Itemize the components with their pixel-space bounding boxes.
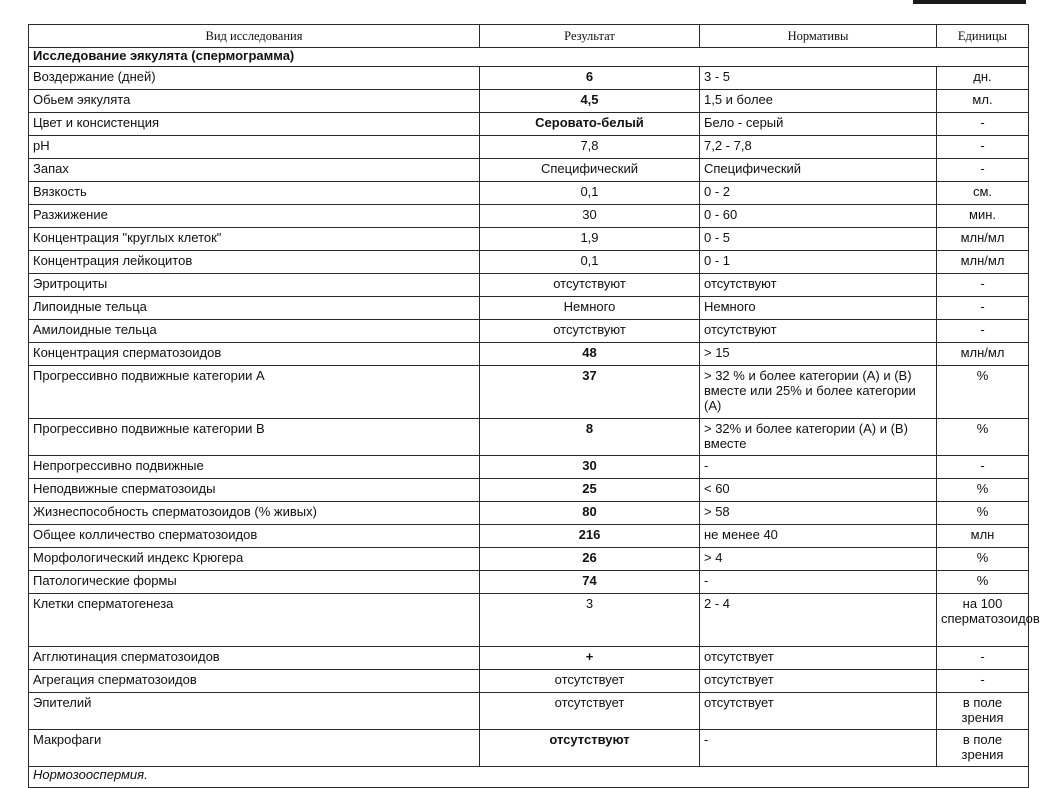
row-norm: 0 - 2 [700,182,937,205]
table-row [29,90,1029,113]
table-row [29,159,1029,182]
row-unit: - [937,159,1029,182]
row-norm: Бело - серый [700,113,937,136]
row-result: отсутствуют [480,274,700,297]
table-row [29,320,1029,343]
row-result: отсутствуют [480,730,700,767]
table-row [29,274,1029,297]
row-name: Общее колличество сперматозоидов [29,525,480,548]
spermogram-table [28,24,1040,788]
row-norm: 0 - 5 [700,228,937,251]
row-result: отсутствуют [480,320,700,343]
table-row [29,297,1029,320]
row-norm: - [700,571,937,594]
table-row [29,502,1029,525]
row-norm: Специфический [700,159,937,182]
row-name: Воздержание (дней) [29,67,480,90]
row-name: Непрогрессивно подвижные [29,456,480,479]
conclusion-row [29,767,1029,788]
row-result: 0,1 [480,182,700,205]
row-result: + [480,647,700,670]
row-result: Немного [480,297,700,320]
row-result: 26 [480,548,700,571]
row-unit: % [937,502,1029,525]
row-result: Специфический [480,159,700,182]
top-corner-bar [913,0,1026,4]
row-name: Концентрация лейкоцитов [29,251,480,274]
table-row [29,366,1029,419]
table-row [29,343,1029,366]
row-result: 25 [480,479,700,502]
table-row [29,67,1029,90]
row-name: pH [29,136,480,159]
row-norm: - [700,730,937,767]
row-name: Прогрессивно подвижные категории В [29,419,480,456]
table-row [29,228,1029,251]
row-unit: - [937,670,1029,693]
row-unit: - [937,320,1029,343]
row-unit: - [937,456,1029,479]
table-row [29,670,1029,693]
row-unit: млн/мл [937,343,1029,366]
row-name: Концентрация "круглых клеток" [29,228,480,251]
header-name: Вид исследования [29,25,480,48]
row-norm: - [700,456,937,479]
table-row [29,419,1029,456]
row-name: Патологические формы [29,571,480,594]
row-result: 8 [480,419,700,456]
row-norm: > 32 % и более категории (А) и (В) вместе или 25% и более категории (А) [700,366,937,419]
section-title: Исследование эякулята (спермограмма) [29,48,1029,67]
row-name: Концентрация сперматозоидов [29,343,480,366]
row-result: 216 [480,525,700,548]
table-row [29,693,1029,730]
row-unit: млн/мл [937,251,1029,274]
row-unit: % [937,548,1029,571]
row-norm: 0 - 1 [700,251,937,274]
row-norm: 7,2 - 7,8 [700,136,937,159]
table-header-row [29,25,1029,48]
section-row [29,48,1029,67]
row-name: Липоидные тельца [29,297,480,320]
row-name: Морфологический индекс Крюгера [29,548,480,571]
row-name: Эпителий [29,693,480,730]
row-result: 4,5 [480,90,700,113]
row-name: Макрофаги [29,730,480,767]
table-row [29,251,1029,274]
row-norm: отсутствует [700,647,937,670]
row-result: Серовато-белый [480,113,700,136]
row-name: Прогрессивно подвижные категории А [29,366,480,419]
row-name: Эритроциты [29,274,480,297]
row-name: Амилоидные тельца [29,320,480,343]
row-name: Разжижение [29,205,480,228]
row-unit: - [937,113,1029,136]
row-unit: мл. [937,90,1029,113]
row-norm: 3 - 5 [700,67,937,90]
row-norm: отсутствует [700,670,937,693]
row-result: 7,8 [480,136,700,159]
table-row [29,525,1029,548]
row-unit: млн/мл [937,228,1029,251]
row-result: отсутствует [480,693,700,730]
row-unit: - [937,297,1029,320]
row-name: Цвет и консистенция [29,113,480,136]
row-unit: дн. [937,67,1029,90]
row-unit: в поле зрения [937,693,1029,730]
row-result: 37 [480,366,700,419]
row-unit: - [937,136,1029,159]
table-row [29,571,1029,594]
table-row [29,594,1029,647]
row-result: 48 [480,343,700,366]
row-name: Вязкость [29,182,480,205]
row-unit: на 100 сперматозоидов [937,594,1029,647]
row-unit: % [937,419,1029,456]
row-name: Запах [29,159,480,182]
header-unit: Единицы [937,25,1029,48]
row-unit: в поле зрения [937,730,1029,767]
row-name: Клетки сперматогенеза [29,594,480,647]
header-norm: Нормативы [700,25,937,48]
table-row [29,136,1029,159]
row-unit: млн [937,525,1029,548]
row-norm: < 60 [700,479,937,502]
table-row [29,113,1029,136]
row-result: 30 [480,456,700,479]
row-norm: отсутствуют [700,320,937,343]
row-unit: % [937,571,1029,594]
row-unit: мин. [937,205,1029,228]
table-row [29,730,1029,767]
row-result: отсутствует [480,670,700,693]
row-norm: отсутствуют [700,274,937,297]
row-name: Неподвижные сперматозоиды [29,479,480,502]
row-norm: Немного [700,297,937,320]
row-result: 74 [480,571,700,594]
row-norm: отсутствует [700,693,937,730]
row-unit: % [937,366,1029,419]
table-row [29,456,1029,479]
row-norm: > 4 [700,548,937,571]
table-row [29,479,1029,502]
row-norm: 0 - 60 [700,205,937,228]
row-result: 1,9 [480,228,700,251]
table-row [29,548,1029,571]
row-result: 30 [480,205,700,228]
row-norm: > 15 [700,343,937,366]
conclusion-text: Нормозооспермия. [29,767,1029,788]
row-result: 80 [480,502,700,525]
table-row [29,647,1029,670]
row-norm: 1,5 и более [700,90,937,113]
row-name: Агглютинация сперматозоидов [29,647,480,670]
row-norm: 2 - 4 [700,594,937,647]
row-name: Жизнеспособность сперматозоидов (% живых) [29,502,480,525]
row-name: Обьем эякулята [29,90,480,113]
row-result: 3 [480,594,700,647]
row-result: 0,1 [480,251,700,274]
row-unit: - [937,647,1029,670]
row-unit: см. [937,182,1029,205]
table-row [29,205,1029,228]
row-result: 6 [480,67,700,90]
row-unit: % [937,479,1029,502]
row-unit: - [937,274,1029,297]
header-result: Результат [480,25,700,48]
row-norm: не менее 40 [700,525,937,548]
row-name: Агрегация сперматозоидов [29,670,480,693]
row-norm: > 58 [700,502,937,525]
table-row [29,182,1029,205]
row-norm: > 32% и более категории (А) и (В) вместе [700,419,937,456]
